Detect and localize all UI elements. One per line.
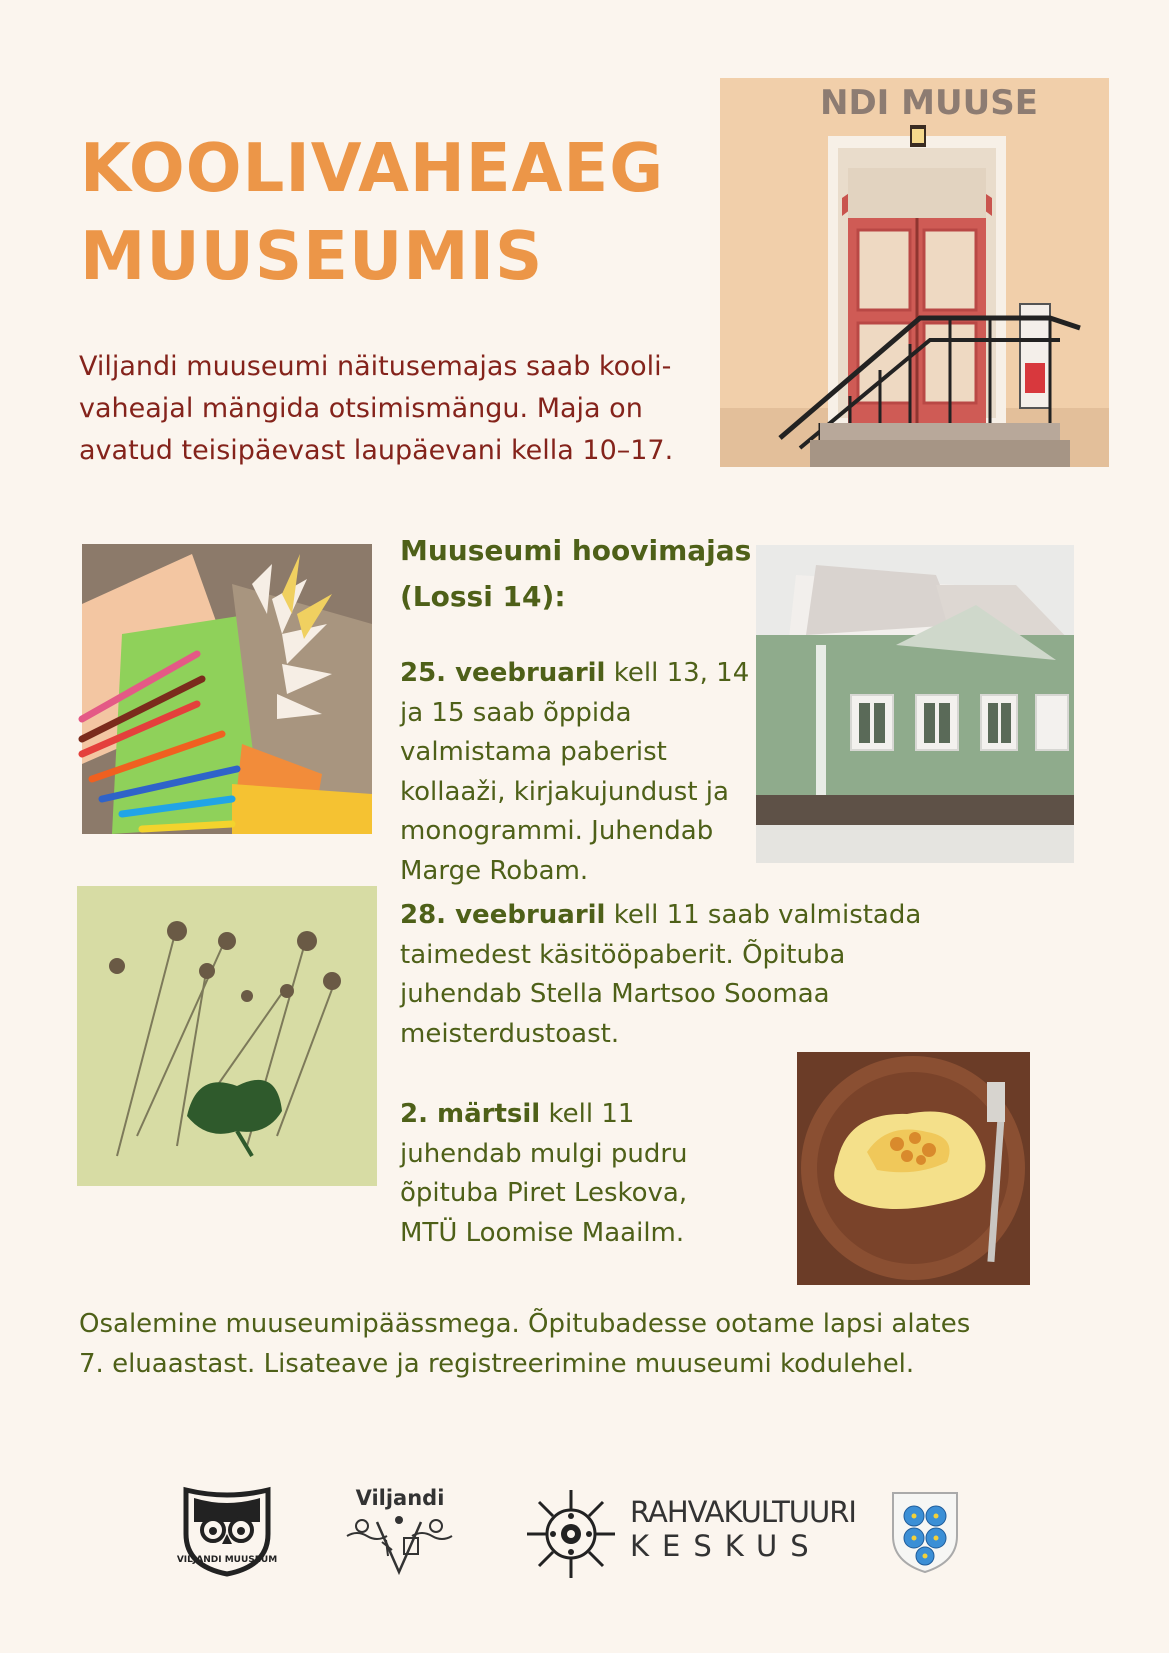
folk-ornament-icon <box>527 1490 615 1578</box>
event-3 <box>400 1095 740 1253</box>
event-2-text: kell 11 saab valmistada taimedest käsitööpaberit. Õpituba juhendab Stella Martsoo Soomaa meisterdustoast. <box>400 900 922 1049</box>
rahvakultuuri-keskus-emblem <box>527 1490 615 1578</box>
handmade-plant-paper-photo <box>77 886 377 1186</box>
event-2-date: 28. veebruaril <box>400 900 606 930</box>
flax-flower-shield-icon <box>890 1490 960 1574</box>
participation-note: Osalemine muuseumipäässmega. Õpitubadesse ootame lapsi alates 7. eluaastast. Lisateave ja registreerimine muuseumi kodulehel. <box>79 1309 971 1379</box>
event-1-text: kell 13, 14 ja 15 saab õppida valmistama paberist kollaaži, kirjakujundust ja monogrammi. Juhendab Marge Robam. <box>400 658 750 886</box>
event-3-text: kell 11 juhendab mulgi pudru õpituba Piret Leskova, MTÜ Loomise Maailm. <box>400 1099 688 1248</box>
event-1 <box>400 654 770 891</box>
facade-sign-text: NDI MUUSE <box>820 83 1038 123</box>
event-2 <box>400 896 940 1054</box>
viljandi-city-wordmark: Viljandi <box>355 1486 445 1510</box>
title-line-1: KOOLIVAHEAEG <box>80 129 665 207</box>
rk-line-2: KESKUS <box>630 1529 822 1563</box>
pencils-collage-photo <box>82 544 372 834</box>
viljandi-museum-logo <box>176 1486 278 1576</box>
plant-paper-illustration <box>77 886 377 1186</box>
rahvakultuuri-keskus-wordmark <box>630 1495 856 1563</box>
title-line-2: MUUSEUMIS <box>80 217 544 295</box>
page-title <box>80 124 664 300</box>
viljandi-city-logo <box>342 1512 456 1578</box>
pencils-illustration <box>82 544 372 834</box>
event-1-date: 25. veebruaril <box>400 658 606 688</box>
intro-paragraph: Viljandi muuseumi näitusemajas saab kooli-vaheajal mängida otsimismängu. Maja on avatud teisipäevast laupäevani kella 10–17. <box>79 351 674 466</box>
porridge-illustration <box>797 1052 1030 1285</box>
museum-logo-text: VILJANDI MUUSEUM <box>176 1555 278 1565</box>
section-heading: Muuseumi hoovimajas (Lossi 14): <box>400 534 752 613</box>
owl-emblem-icon <box>176 1486 278 1576</box>
city-heart-emblem-icon <box>342 1512 456 1578</box>
event-3-date: 2. märtsil <box>400 1099 541 1129</box>
rk-line-1: RAHVAKULTUURI <box>630 1495 856 1529</box>
museum-facade-photo <box>720 78 1109 467</box>
house-illustration <box>756 545 1074 863</box>
viljandi-coat-of-arms <box>890 1490 960 1574</box>
facade-illustration <box>720 78 1109 467</box>
green-courtyard-house-photo <box>756 545 1074 863</box>
mulgi-porridge-photo <box>797 1052 1030 1285</box>
